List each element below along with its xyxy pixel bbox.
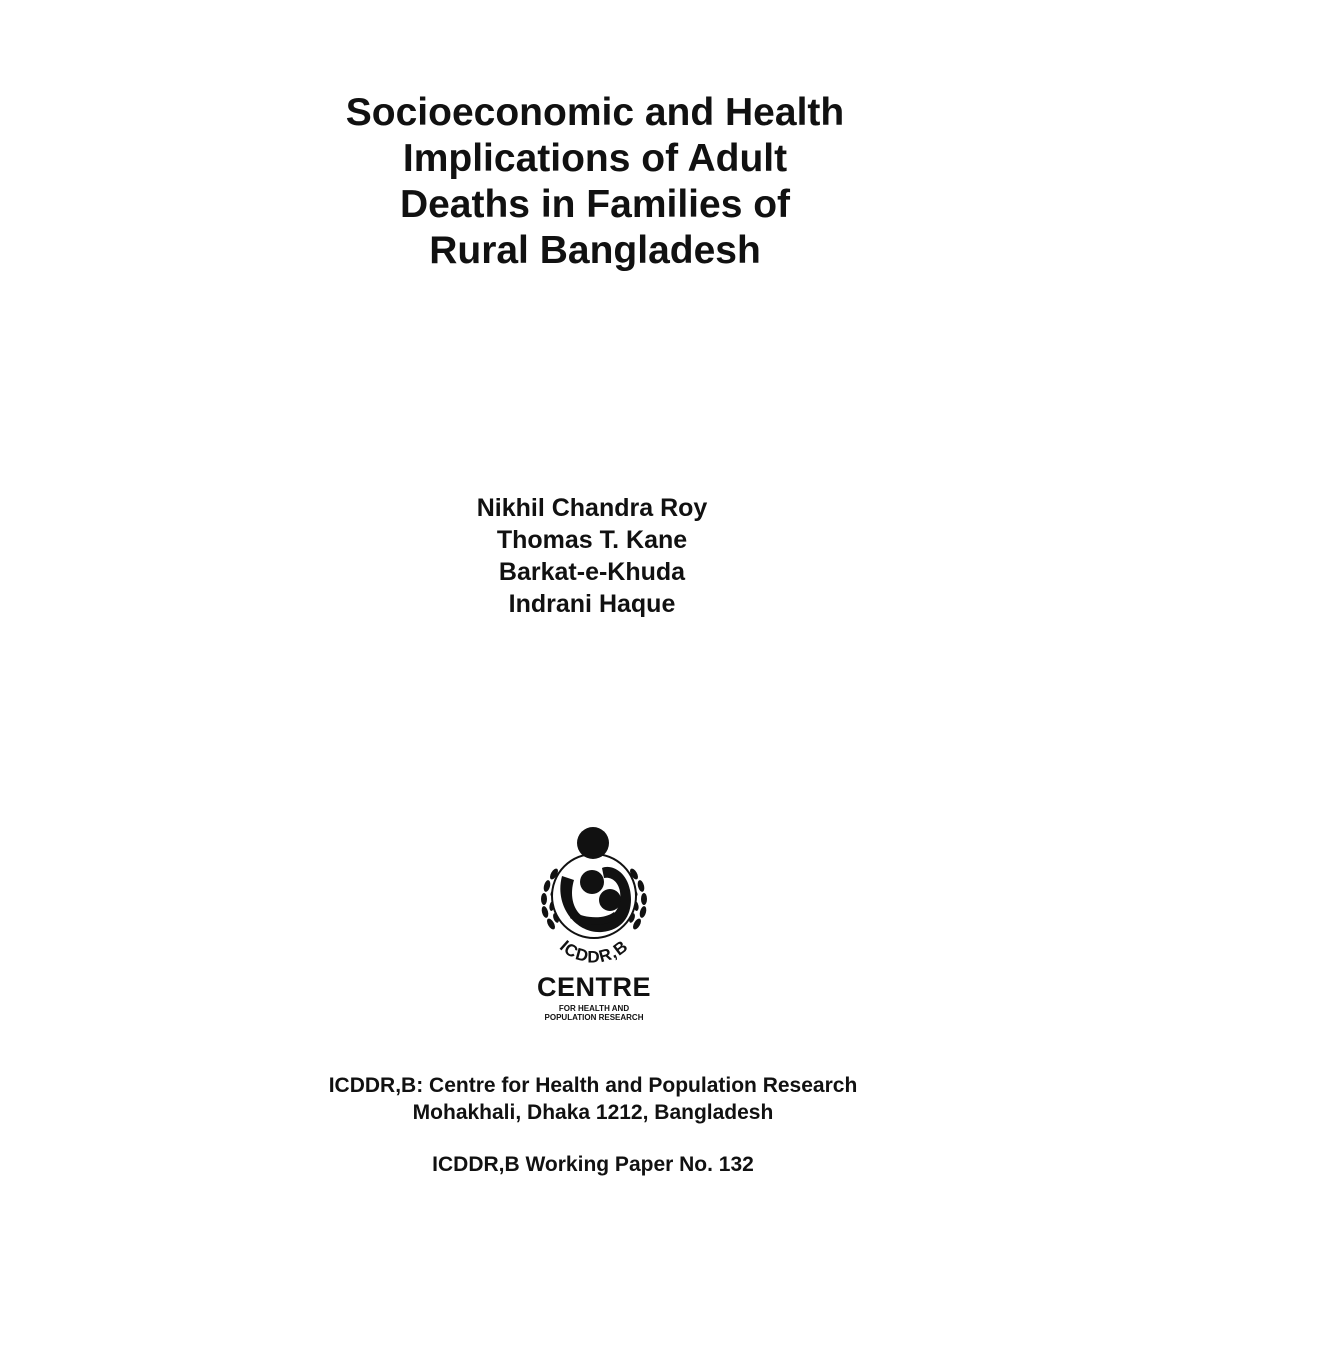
title-line: Deaths in Families of [399,183,791,226]
logo-ring-text: ICDDR,B [556,936,632,967]
author-name: Barkat-e-Khuda [498,558,686,586]
publisher-address [290,1072,896,1126]
working-paper-number: ICDDR,B Working Paper No. 132 [432,1153,754,1176]
title-line: Implications of Adult [402,137,788,180]
author-name: Thomas T. Kane [496,526,688,554]
document-title [300,90,890,274]
logo-centre-label: CENTRE [536,972,651,1002]
icddrb-emblem-icon [514,826,674,972]
icddrb-logo [514,826,674,1032]
logo-subtitle-line: FOR HEALTH AND [558,1004,630,1013]
svg-text:ICDDR,B [556,936,632,966]
author-list [392,492,792,620]
logo-subtitle-line: POPULATION RESEARCH [544,1013,644,1022]
author-name: Nikhil Chandra Roy [476,494,708,522]
address-line: Mohakhali, Dhaka 1212, Bangladesh [412,1101,774,1124]
title-line: Rural Bangladesh [429,229,761,272]
author-name: Indrani Haque [508,590,676,618]
address-line: ICDDR,B: Centre for Health and Population Research [328,1074,858,1097]
title-line: Socioeconomic and Health [345,91,845,134]
